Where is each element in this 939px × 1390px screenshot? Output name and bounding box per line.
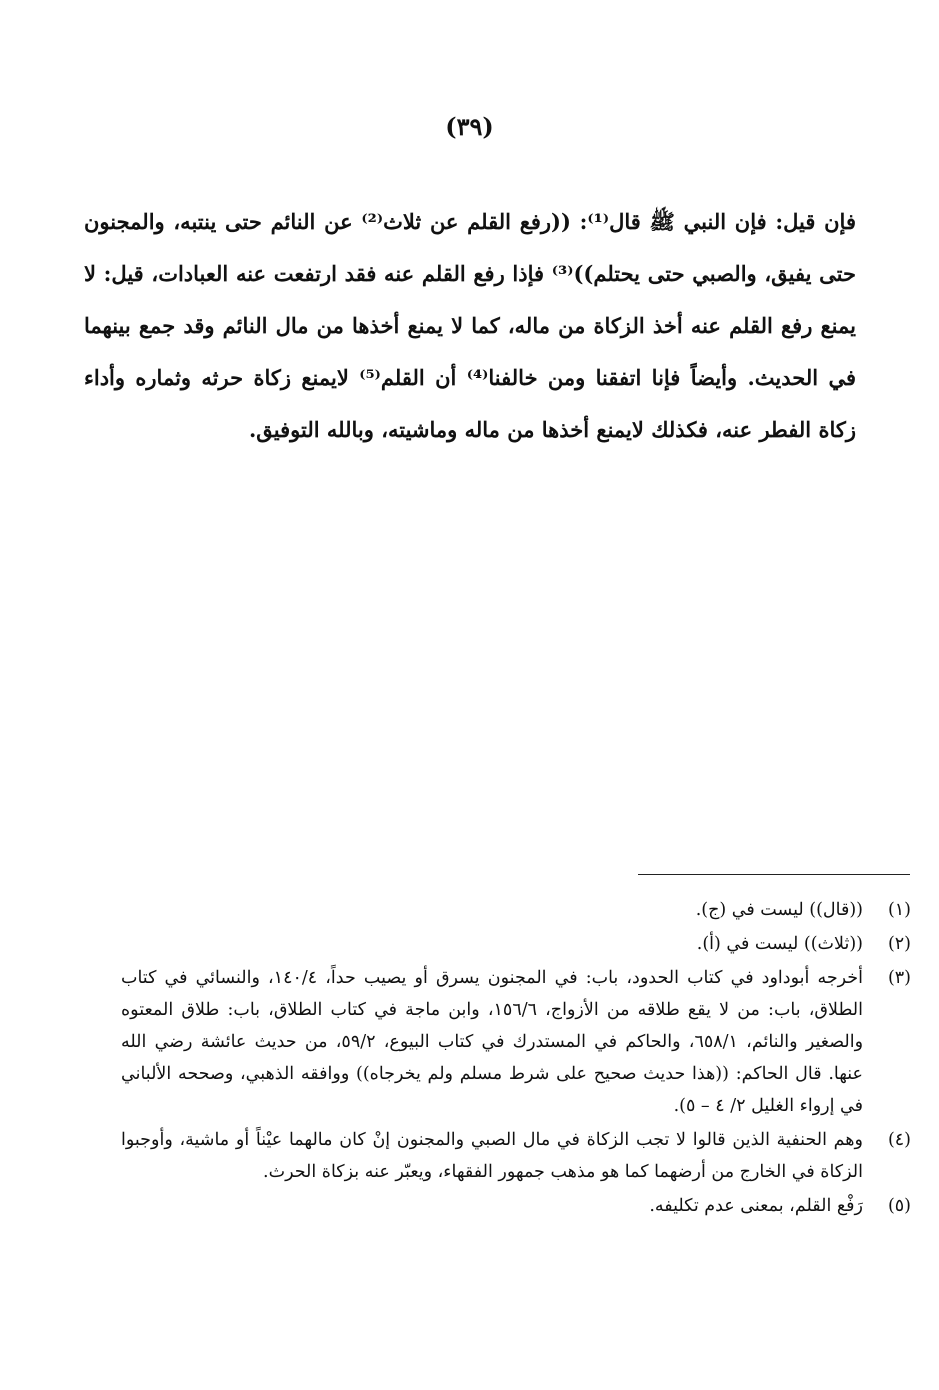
footnote xyxy=(121,928,911,960)
footnote-text: ((ثلاث)) ليست في (أ). xyxy=(696,934,863,954)
footnote xyxy=(121,894,911,926)
main-text xyxy=(84,196,856,456)
footnote xyxy=(121,1124,911,1188)
footnote-text: رَفْع القلم، بمعنى عدم تكليفه. xyxy=(649,1196,863,1216)
footnote-number: (٥) xyxy=(887,1196,911,1216)
footnote xyxy=(121,962,911,1122)
page-number: (٣٩) xyxy=(445,112,494,141)
footnote-divider xyxy=(638,874,910,875)
footnote-number: (٤) xyxy=(887,1130,911,1150)
footnote-text: أخرجه أبوداود في كتاب الحدود، باب: في المجنون يسرق أو يصيب حداً، ١٤٠/٤، والنسائي في كتاب الطلاق، باب: من لا يقع طلاقه من الأزواج، ١٥٦/٦، وابن ماجة في كتاب الطلاق، باب: طلاق المعتوه والصغير والنائم، ٦٥٨/١، والحاكم في المستدرك في كتاب البيوع، ٥٩/٢، من حديث عائشة رضي الله عنها. قال الحاكم: ((هذا حديث صحيح على شرط مسلم ولم يخرجاه)) ووافقه الذهبي، وصححه الألباني في إرواء الغليل ٢/ ٤ – ٥). xyxy=(121,968,864,1116)
footnote-text: وهم الحنفية الذين قالوا لا تجب الزكاة في مال الصبي والمجنون إنْ كان مالهما عيْناً أو ماشية، وأوجبوا الزكاة في الخارج من أرضهما كما هو مذهب جمهور الفقهاء، ويعبّر عنه بزكاة الحرث. xyxy=(121,1130,863,1182)
footnotes-list xyxy=(121,894,911,1224)
footnote xyxy=(121,1190,911,1222)
footnote-number: (١) xyxy=(887,900,911,920)
footnote-number: (٣) xyxy=(887,968,911,988)
footnote-number: (٢) xyxy=(887,934,911,954)
footnote-text: ((قال)) ليست في (ج). xyxy=(695,900,863,920)
main-paragraph: فإن قيل: فإن النبي ﷺ قال⁽¹⁾: ((رفع القلم عن ثلاث⁽²⁾ عن النائم حتى ينتبه، والمجنون حتى يفيق، والصبي حتى يحتلم))⁽³⁾ فإذا رفع القلم عنه فقد ارتفعت عنه العبادات، قيل: لا يمنع رفع القلم عنه أخذ الزكاة من ماله، كما لا يمنع أخذها من مال النائم وقد جمع بينهما في الحديث. وأيضاً فإنا اتفقنا ومن خالفنا⁽⁴⁾ أن القلم⁽⁵⁾ لايمنع زكاة حرثه وثماره وأداء زكاة الفطر عنه، فكذلك لايمنع أخذها من ماله وماشيته، وبالله التوفيق. xyxy=(84,209,857,442)
